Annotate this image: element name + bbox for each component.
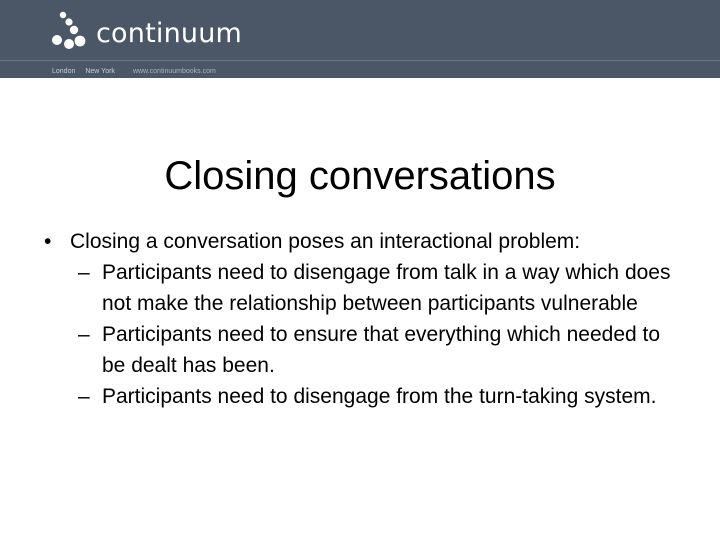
logo-text: continuum: [96, 17, 243, 49]
publisher-info: [52, 66, 226, 76]
sub-bullet-item: [78, 381, 684, 412]
sub-bullet-text: Participants need to disengage from talk in a way which does not make the relationship between participants vulnerable: [102, 261, 671, 315]
sub-bullet-text: Participants need to ensure that everything which needed to be dealt has been.: [102, 323, 661, 377]
sub-bullet-text: Participants need to disengage from the turn-taking system.: [102, 385, 657, 408]
header-divider: [0, 60, 720, 61]
location-new-york: New York: [85, 67, 115, 75]
continuum-logo-icon: [50, 11, 88, 53]
sub-bullet-mark: –: [78, 261, 90, 284]
location-london: London: [52, 67, 76, 75]
slide-title: Closing conversations: [164, 154, 556, 198]
sub-bullet-item: [78, 257, 684, 319]
bullet-mark: •: [44, 230, 52, 253]
bullet-item: [44, 226, 684, 257]
publisher-logo: [50, 8, 242, 56]
slide-body: [44, 226, 684, 412]
sub-bullet-item: [78, 319, 684, 381]
sub-bullet-mark: –: [78, 385, 90, 408]
bullet-text: Closing a conversation poses an interactional problem:: [70, 230, 581, 253]
publisher-url: www.continuumbooks.com: [132, 67, 216, 75]
header-bar: [0, 0, 720, 78]
sub-bullet-mark: –: [78, 323, 90, 346]
